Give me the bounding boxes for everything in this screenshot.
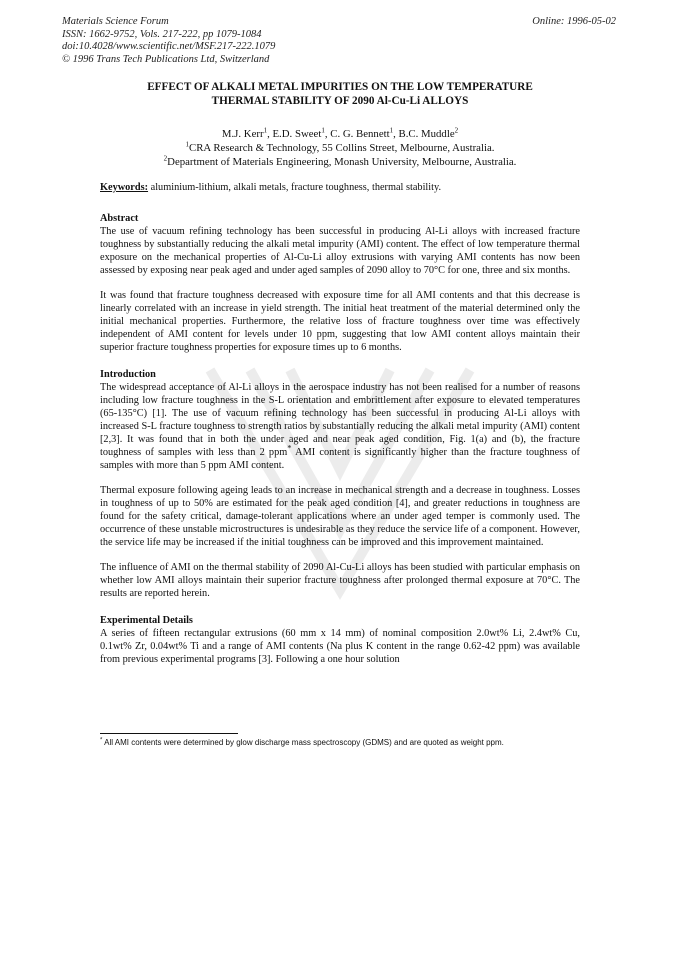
issn-line: ISSN: 1662-9752, Vols. 217-222, pp 1079-1084: [62, 28, 262, 40]
abstract-heading: Abstract: [100, 213, 139, 224]
affiliation-1: $^1$CRA Research & Technology, 55 Collins Street, Melbourne, Australia.: [185, 140, 495, 154]
introduction-paragraph-3: The influence of AMI on the thermal stability of 2090 Al-Cu-Li alloys has been studied with particular emphasis on whether low AMI alloys maintain their superior fracture toughness after prolonged thermal exposure at 70°C. The results are reported herein.: [100, 562, 580, 599]
authors-block: [100, 127, 580, 169]
footnote-marker: *: [287, 442, 292, 453]
footnote: * All AMI contents were determined by glow discharge mass spectroscopy (GDMS) and are quoted as weight ppm.: [100, 737, 504, 747]
copyright-line: © 1996 Trans Tech Publications Ltd, Switzerland: [62, 53, 270, 65]
abstract-paragraph-2: It was found that fracture toughness decreased with exposure time for all AMI contents and that this decrease is linearly correlated with an increase in yield strength. The initial heat treatment of the material determined only the initial mechanical properties. Furthermore, the relative loss of fracture toughness over time was effectively independent of AMI content for levels under 10 ppm, suggesting that low AMI content alloys maintain their superior fracture toughness properties for exposure times up to 6 months.: [100, 290, 580, 353]
experimental-paragraph-1: A series of fifteen rectangular extrusions (60 mm x 14 mm) of nominal composition 2.0wt% Li, 2.4wt% Cu, 0.1wt% Zr, 0.04wt% Ti and a range of AMI contents (Na plus K content in the range 0.62-42 ppm) was available from previous experimental programs [3]. Following a one hour solution: [100, 628, 580, 665]
introduction-paragraph-2: Thermal exposure following ageing leads to an increase in mechanical strength and a decrease in toughness. Losses in toughness of up to 50% are estimated for the peak aged condition [4], and greater reductions in toughness are found for the safety critical, damage-tolerant applications where an under aged temper is commonly used. The occurrence of these unstable microstructures is undesirable as they reduce the service life of a component. However, the service life may be increased if the initial toughness can be improved and this improvement maintained.: [100, 485, 580, 548]
keywords-line: [100, 181, 580, 194]
footnote-divider: [100, 733, 238, 734]
title-line-2: THERMAL STABILITY OF 2090 Al-Cu-Li ALLOYS: [211, 95, 469, 107]
journal-name: Materials Science Forum: [62, 16, 169, 27]
author-list: M.J. Kerr$^1$, E.D. Sweet$^1$, C. G. Bennett$^1$, B.C. Muddle$^2$: [221, 126, 459, 140]
keywords-text: aluminium-lithium, alkali metals, fracture toughness, thermal stability.: [148, 182, 442, 193]
title-line-1: EFFECT OF ALKALI METAL IMPURITIES ON THE LOW TEMPERATURE: [147, 81, 533, 93]
keywords-label: Keywords:: [100, 182, 149, 193]
experimental-heading: Experimental Details: [100, 615, 193, 626]
paper-title: [100, 80, 580, 108]
online-date: Online: 1996-05-02: [532, 16, 616, 27]
introduction-paragraph-1: The widespread acceptance of Al-Li alloys in the aerospace industry has not been realised for a number of reasons including low fracture toughness in the S-L orientation and embrittlement after exposure to elevated temperatures (65-135°C) [1]. The use of vacuum refining technology has been successful in producing Al-Li alloys with increased S-L fracture toughness to strength ratios by substantially reducing the alkali metal impurity (AMI) content [2,3]. It was found that in both the under aged and near peak aged condition, Fig. 1(a) and (b), the fracture toughness of samples with less than 2 ppm* AMI content is significantly higher than the fracture toughness of samples with more than 5 ppm AMI content.: [100, 382, 580, 471]
introduction-heading: Introduction: [100, 369, 156, 380]
paper-body: [100, 181, 580, 666]
journal-header: [62, 16, 275, 66]
affiliation-2: $^2$Department of Materials Engineering, Monash University, Melbourne, Australia.: [163, 154, 517, 168]
abstract-paragraph-1: The use of vacuum refining technology has been successful in producing Al-Li alloys with increased fracture toughness by substantially reducing the alkali metal impurity (AMI) content. The effect of low temperature thermal exposure on the mechanical properties of Al-Cu-Li alloy extrusions with varying AMI contents has now been assessed by exposing near peak aged and under aged samples of 2090 alloy to 70°C for one, three and six months.: [100, 226, 580, 276]
doi-link[interactable]: doi:10.4028/www.scientific.net/MSF.217-222.1079: [62, 41, 276, 52]
